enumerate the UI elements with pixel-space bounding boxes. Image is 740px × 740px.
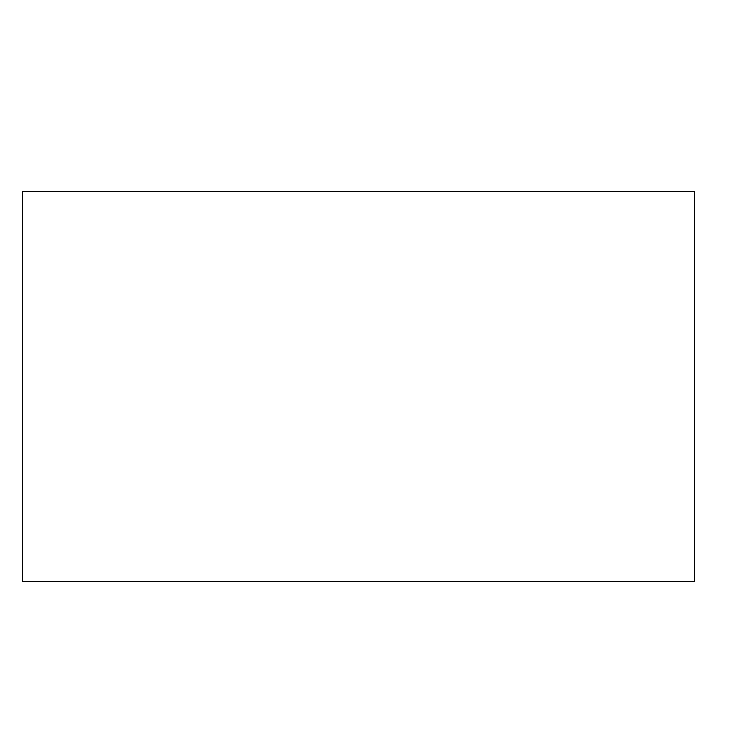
map-canvas (23, 192, 695, 582)
map-panel (22, 191, 695, 582)
